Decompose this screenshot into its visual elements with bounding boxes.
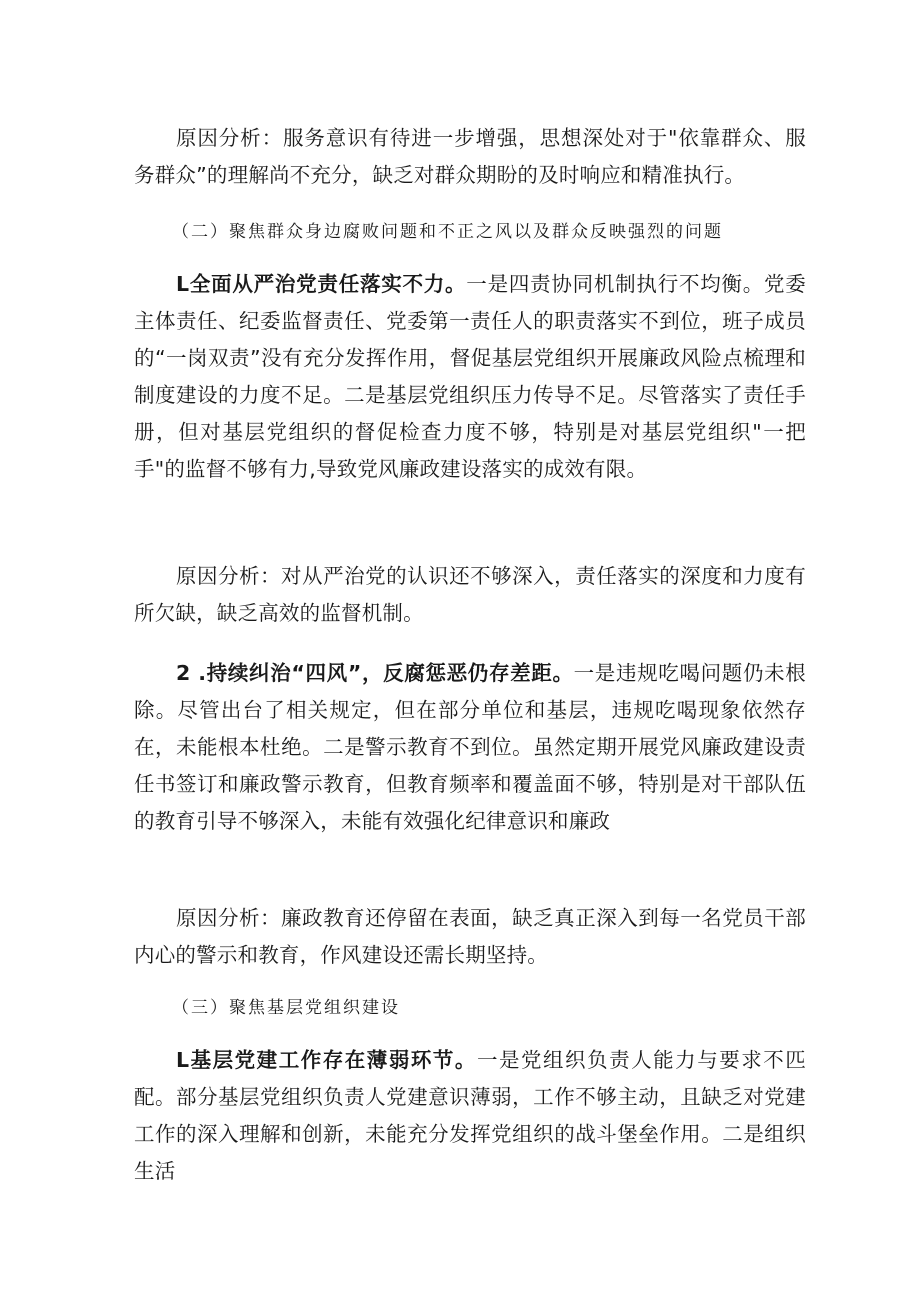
paragraph-text: 原因分析：对从严治党的认识还不够深入，责任落实的深度和力度有所欠缺，缺乏高效的监督机制。 — [134, 564, 806, 625]
paragraph-text: 原因分析：服务意识有待进一步增强，思想深处对于"依靠群众、服务群众”的理解尚不充分，缺乏对群众期盼的及时响应和精准执行。 — [134, 126, 806, 187]
paragraph-text: 一是违规吃喝问题仍未根除。尽管出台了相关规定，但在部分单位和基层，违规吃喝现象依然存在，未能根本杜绝。二是警示教育不到位。虽然定期开展党风廉政建设责任书签订和廉政警示教育，但教育频率和覆盖面不够，特别是对干部队伍的教育引导不够深入，未能有效强化纪律意识和廉政 — [134, 661, 806, 833]
paragraph-cause-analysis-2 — [134, 558, 806, 632]
paragraph-item-3 — [134, 1042, 806, 1190]
paragraph-text: 一是党组织负责人能力与要求不匹配。部分基层党组织负责人党建意识薄弱，工作不够主动，且缺乏对党建工作的深入理解和创新，未能充分发挥党组织的战斗堡垒作用。二是组织生活 — [134, 1048, 806, 1183]
section-heading-3: （三）聚焦基层党组织建设 — [172, 998, 400, 1018]
section-heading-2: （二）聚焦群众身边腐败问题和不正之风以及群众反映强烈的问题 — [172, 222, 723, 242]
item-lead-bold: L基层党建工作存在薄弱环节。 — [176, 1048, 477, 1072]
item-lead-bold: L全面从严治党责任落实不力。 — [176, 272, 467, 296]
paragraph-cause-analysis-1 — [134, 120, 806, 194]
item-lead-bold: 2 .持续纠治“四风”，反腐惩恶仍存差距。 — [176, 661, 574, 685]
paragraph-text: 一是四责协同机制执行不均衡。党委主体责任、纪委监督责任、党委第一责任人的职责落实不到位，班子成员的“一岗双责”没有充分发挥作用，督促基层党组织开展廉政风险点梳理和制度建设的力度不足。二是基层党组织压力传导不足。尽管落实了责任手册，但对基层党组织的督促检查力度不够，特别是对基层党组织"一把手"的监督不够有力,导致党风廉政建设落实的成效有限。 — [134, 272, 806, 481]
paragraph-cause-analysis-3 — [134, 900, 806, 974]
paragraph-text: 原因分析：廉政教育还停留在表面，缺乏真正深入到每一名党员干部内心的警示和教育，作风建设还需长期坚持。 — [134, 906, 806, 967]
paragraph-item-2 — [134, 655, 806, 840]
paragraph-item-1 — [134, 266, 806, 488]
